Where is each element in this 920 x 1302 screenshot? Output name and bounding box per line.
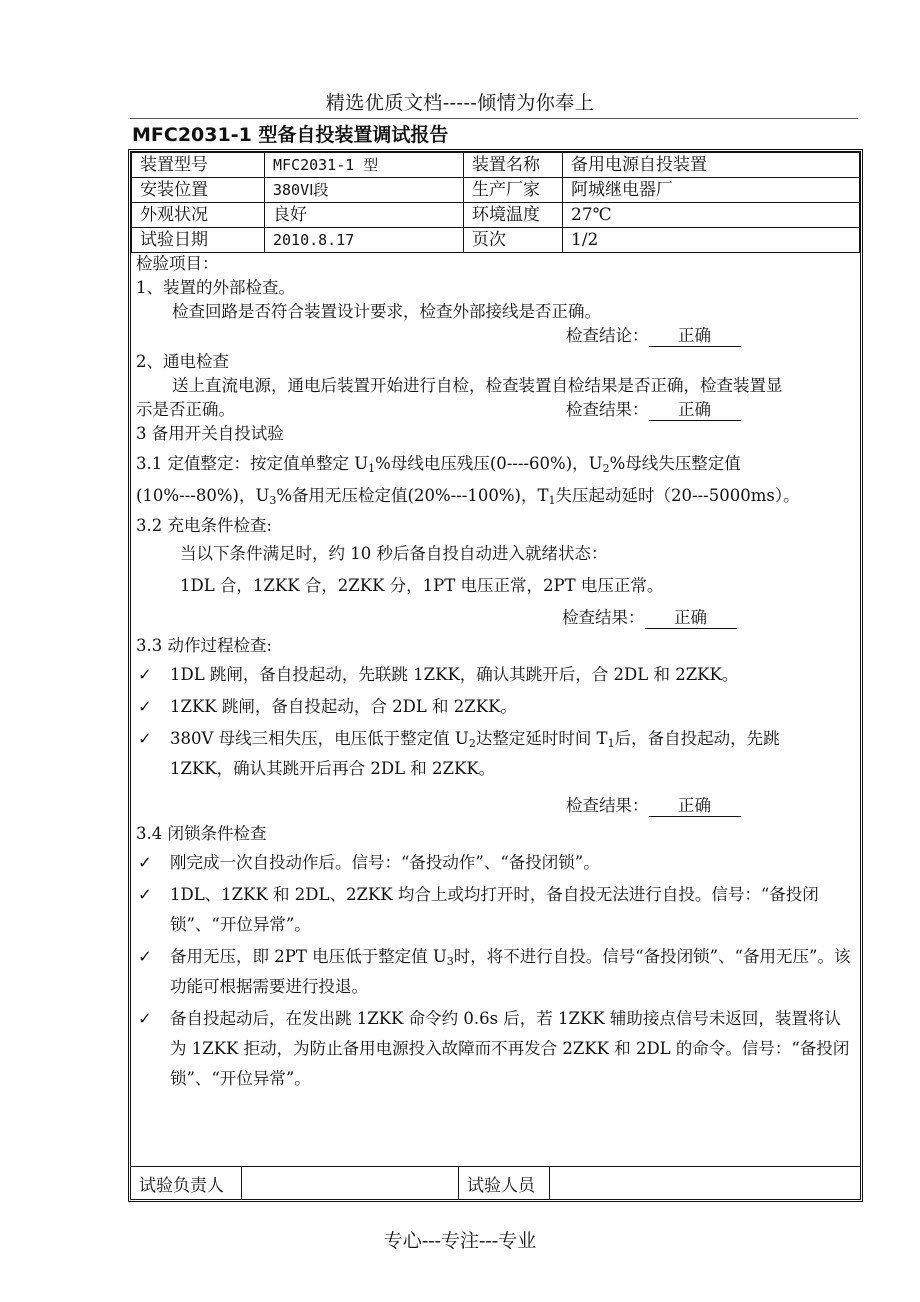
list-item [136, 848, 854, 878]
label-device-name: 装置名称 [464, 153, 563, 178]
section-3-2-title: 3.2 充电条件检查: [136, 516, 273, 535]
header-rule [130, 118, 858, 119]
section-1-result [136, 324, 854, 348]
result-label: 检查结果： [566, 400, 649, 419]
label-test-date: 试验日期 [132, 228, 265, 253]
value-test-lead [242, 1167, 459, 1200]
section-2-text-a: 送上直流电源，通电后装置开始进行自检，检查装置自检结果是否正确，检查装置显 [172, 376, 783, 395]
list-item-text: 1DL 跳闸，备自投起动，先联跳 1ZKK，确认其跳开后，合 2DL 和 2ZKK。 [170, 665, 739, 684]
label-test-lead: 试验负责人 [131, 1167, 242, 1200]
check-icon: ✓ [138, 1009, 152, 1028]
value-install-location: 380VⅠ段 [265, 178, 464, 203]
list-item [136, 1004, 854, 1094]
subscript: 2 [468, 737, 476, 750]
report-title: MFC2031-1 型备自投装置调试报告 [132, 124, 449, 146]
result-value: 正确 [649, 796, 741, 817]
result-label: 检查结论： [566, 326, 649, 345]
label-ambient-temp: 环境温度 [464, 203, 563, 228]
table-row [132, 228, 860, 253]
text-run: 达整定延时时间 T [475, 729, 608, 748]
list-item [136, 942, 854, 1002]
list-item [136, 724, 854, 784]
text-run: %母线电压残压(0----60%)，U [375, 454, 603, 473]
check-icon: ✓ [138, 665, 152, 684]
inspection-content [136, 252, 854, 1094]
subscript: 3 [446, 955, 454, 968]
list-item-text: 1DL、1ZKK 和 2DL、2ZKK 均合上或均打开时，备自投无法进行自投。信号：“备投闭锁”、“开位异常”。 [170, 885, 819, 934]
list-item-text: 备自投起动后，在发出跳 1ZKK 命令约 0.6s 后，若 1ZKK 辅助接点信号未返回，装置将认为 1ZKK 拒动，为防止备用电源投入故障而不再发合 2ZKK 和 2DL 的命令。信号：“备投闭锁”、“开位异常”。 [170, 1009, 850, 1088]
value-test-staff [550, 1167, 861, 1200]
label-page: 页次 [464, 228, 563, 253]
text-run: 1ZKK，确认其跳开后再合 2DL 和 2ZKK。 [170, 759, 496, 778]
section-3-3-result [136, 790, 854, 822]
section-2-title: 2、通电检查 [136, 352, 229, 371]
result-value: 正确 [649, 326, 741, 347]
section-3-2-text-2: 1DL 合，1ZKK 合，2ZKK 分，1PT 电压正常，2PT 电压正常。 [180, 576, 664, 595]
subscript: 1 [368, 462, 376, 475]
page-footer: 专心---专注---专业 [383, 1230, 537, 1252]
list-item-text: 刚完成一次自投动作后。信号：“备投动作”、“备投闭锁”。 [170, 853, 600, 872]
value-page: 1/2 [563, 228, 860, 253]
text-run: 备用无压，即 2PT 电压低于整定值 U [170, 947, 447, 966]
result-label: 检查结果： [562, 608, 645, 627]
list-item [136, 660, 854, 690]
check-icon: ✓ [138, 947, 152, 966]
section-1-text: 检查回路是否符合装置设计要求，检查外部接线是否正确。 [172, 302, 601, 321]
subscript: 3 [269, 494, 277, 507]
check-icon: ✓ [138, 885, 152, 904]
table-row [132, 178, 860, 203]
check-icon: ✓ [138, 729, 152, 748]
table-row [132, 153, 860, 178]
section-2-line-b [136, 398, 854, 422]
subscript: 1 [548, 494, 556, 507]
section-2-result [566, 398, 741, 422]
section-3-1-line-b [136, 480, 854, 512]
value-test-date: 2010.8.17 [265, 228, 464, 253]
check-icon: ✓ [138, 697, 152, 716]
list-item-text: 1ZKK 跳闸，备自投起动，合 2DL 和 2ZKK。 [170, 697, 517, 716]
value-device-name: 备用电源自投装置 [563, 153, 860, 178]
text-run: 3.1 定值整定：按定值单整定 U [136, 454, 369, 473]
items-label: 检验项目： [136, 254, 219, 273]
value-device-model: MFC2031-1 型 [265, 153, 464, 178]
value-ambient-temp: 27℃ [563, 203, 860, 228]
section-3-2-result [136, 602, 854, 634]
text-run: %备用无压检定值(20%---100%)，T [276, 486, 549, 505]
text-run: %母线失压整定值 [609, 454, 741, 473]
label-device-model: 装置型号 [132, 153, 265, 178]
section-3-title: 3 备用开关自投试验 [136, 424, 284, 443]
text-run: 时，将不进行自投。信号“备投闭锁”、“备用无压”。该功能可根据需要进行投退。 [170, 947, 851, 996]
section-3-3-title: 3.3 动作过程检查: [136, 636, 273, 655]
text-run: 380V 母线三相失压，电压低于整定值 U [170, 729, 469, 748]
section-3-1-line-a [136, 448, 854, 480]
label-manufacturer: 生产厂家 [464, 178, 563, 203]
result-value: 正确 [645, 608, 737, 629]
value-manufacturer: 阿城继电器厂 [563, 178, 860, 203]
list-item [136, 880, 854, 940]
subscript: 1 [607, 737, 615, 750]
page-header: 精选优质文档-----倾情为你奉上 [325, 92, 595, 114]
result-value: 正确 [649, 400, 741, 421]
text-run: 失压起动延时（20---5000ms）。 [555, 486, 800, 505]
table-row [132, 203, 860, 228]
section-3-2-text-1: 当以下条件满足时，约 10 秒后备自投自动进入就绪状态： [180, 544, 608, 563]
section-1-title: 1、装置的外部检查。 [136, 278, 295, 297]
section-3-4-title: 3.4 闭锁条件检查 [136, 824, 267, 843]
result-label: 检查结果： [566, 796, 649, 815]
list-item [136, 692, 854, 722]
device-info-table [131, 152, 860, 253]
section-2-text-b: 示是否正确。 [136, 400, 235, 419]
label-install-location: 安装位置 [132, 178, 265, 203]
table-row [131, 1167, 860, 1200]
value-appearance: 良好 [265, 203, 464, 228]
text-run: (10%---80%)，U [136, 486, 270, 505]
check-icon: ✓ [138, 853, 152, 872]
signature-table [131, 1166, 860, 1199]
text-run: 后，备自投起动，先跳 [614, 729, 780, 748]
label-appearance: 外观状况 [132, 203, 265, 228]
label-test-staff: 试验人员 [459, 1167, 550, 1200]
subscript: 2 [602, 462, 610, 475]
